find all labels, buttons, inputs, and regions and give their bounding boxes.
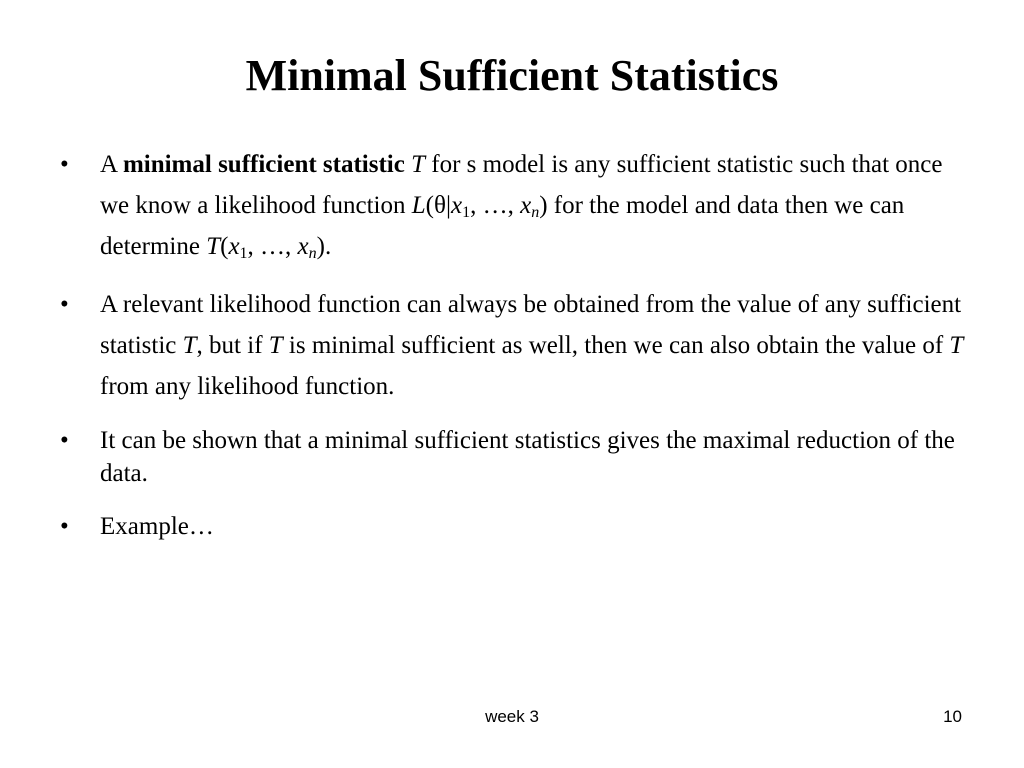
bullet-item-2	[58, 284, 968, 407]
bullet-marker: •	[60, 151, 69, 178]
slide-title: Minimal Sufficient Statistics	[245, 51, 779, 100]
bullet-item-1	[58, 144, 968, 267]
term-minimal-sufficient-statistic: minimal sufficient statistic	[122, 151, 405, 178]
footer-week-label: week 3	[485, 707, 539, 726]
bullet-list	[58, 144, 968, 560]
bullet-item-4	[58, 510, 968, 543]
bullet-marker: •	[60, 291, 69, 318]
bullet-text: A relevant likelihood function can always be obtained from the value of any sufficient statistic T, but if T is minimal sufficient as well, then we can also obtain the value of T from any likelihood function.	[100, 291, 964, 400]
bullet-item-3	[58, 424, 968, 490]
bullet-text: It can be shown that a minimal sufficient statistics gives the maximal reduction of the data.	[100, 427, 955, 487]
bullet-text: A minimal sufficient statistic T for s model is any sufficient statistic such that once we know a likelihood function $L(\theta|x_1$, …, $x_n$) for the model and data then we can determine $T(x_1$, …, $x_n$).	[100, 151, 943, 262]
footer-page-number: 10	[943, 707, 962, 726]
bullet-marker: •	[60, 427, 69, 454]
bullet-text: Example…	[100, 513, 214, 540]
bullet-marker: •	[60, 513, 69, 540]
